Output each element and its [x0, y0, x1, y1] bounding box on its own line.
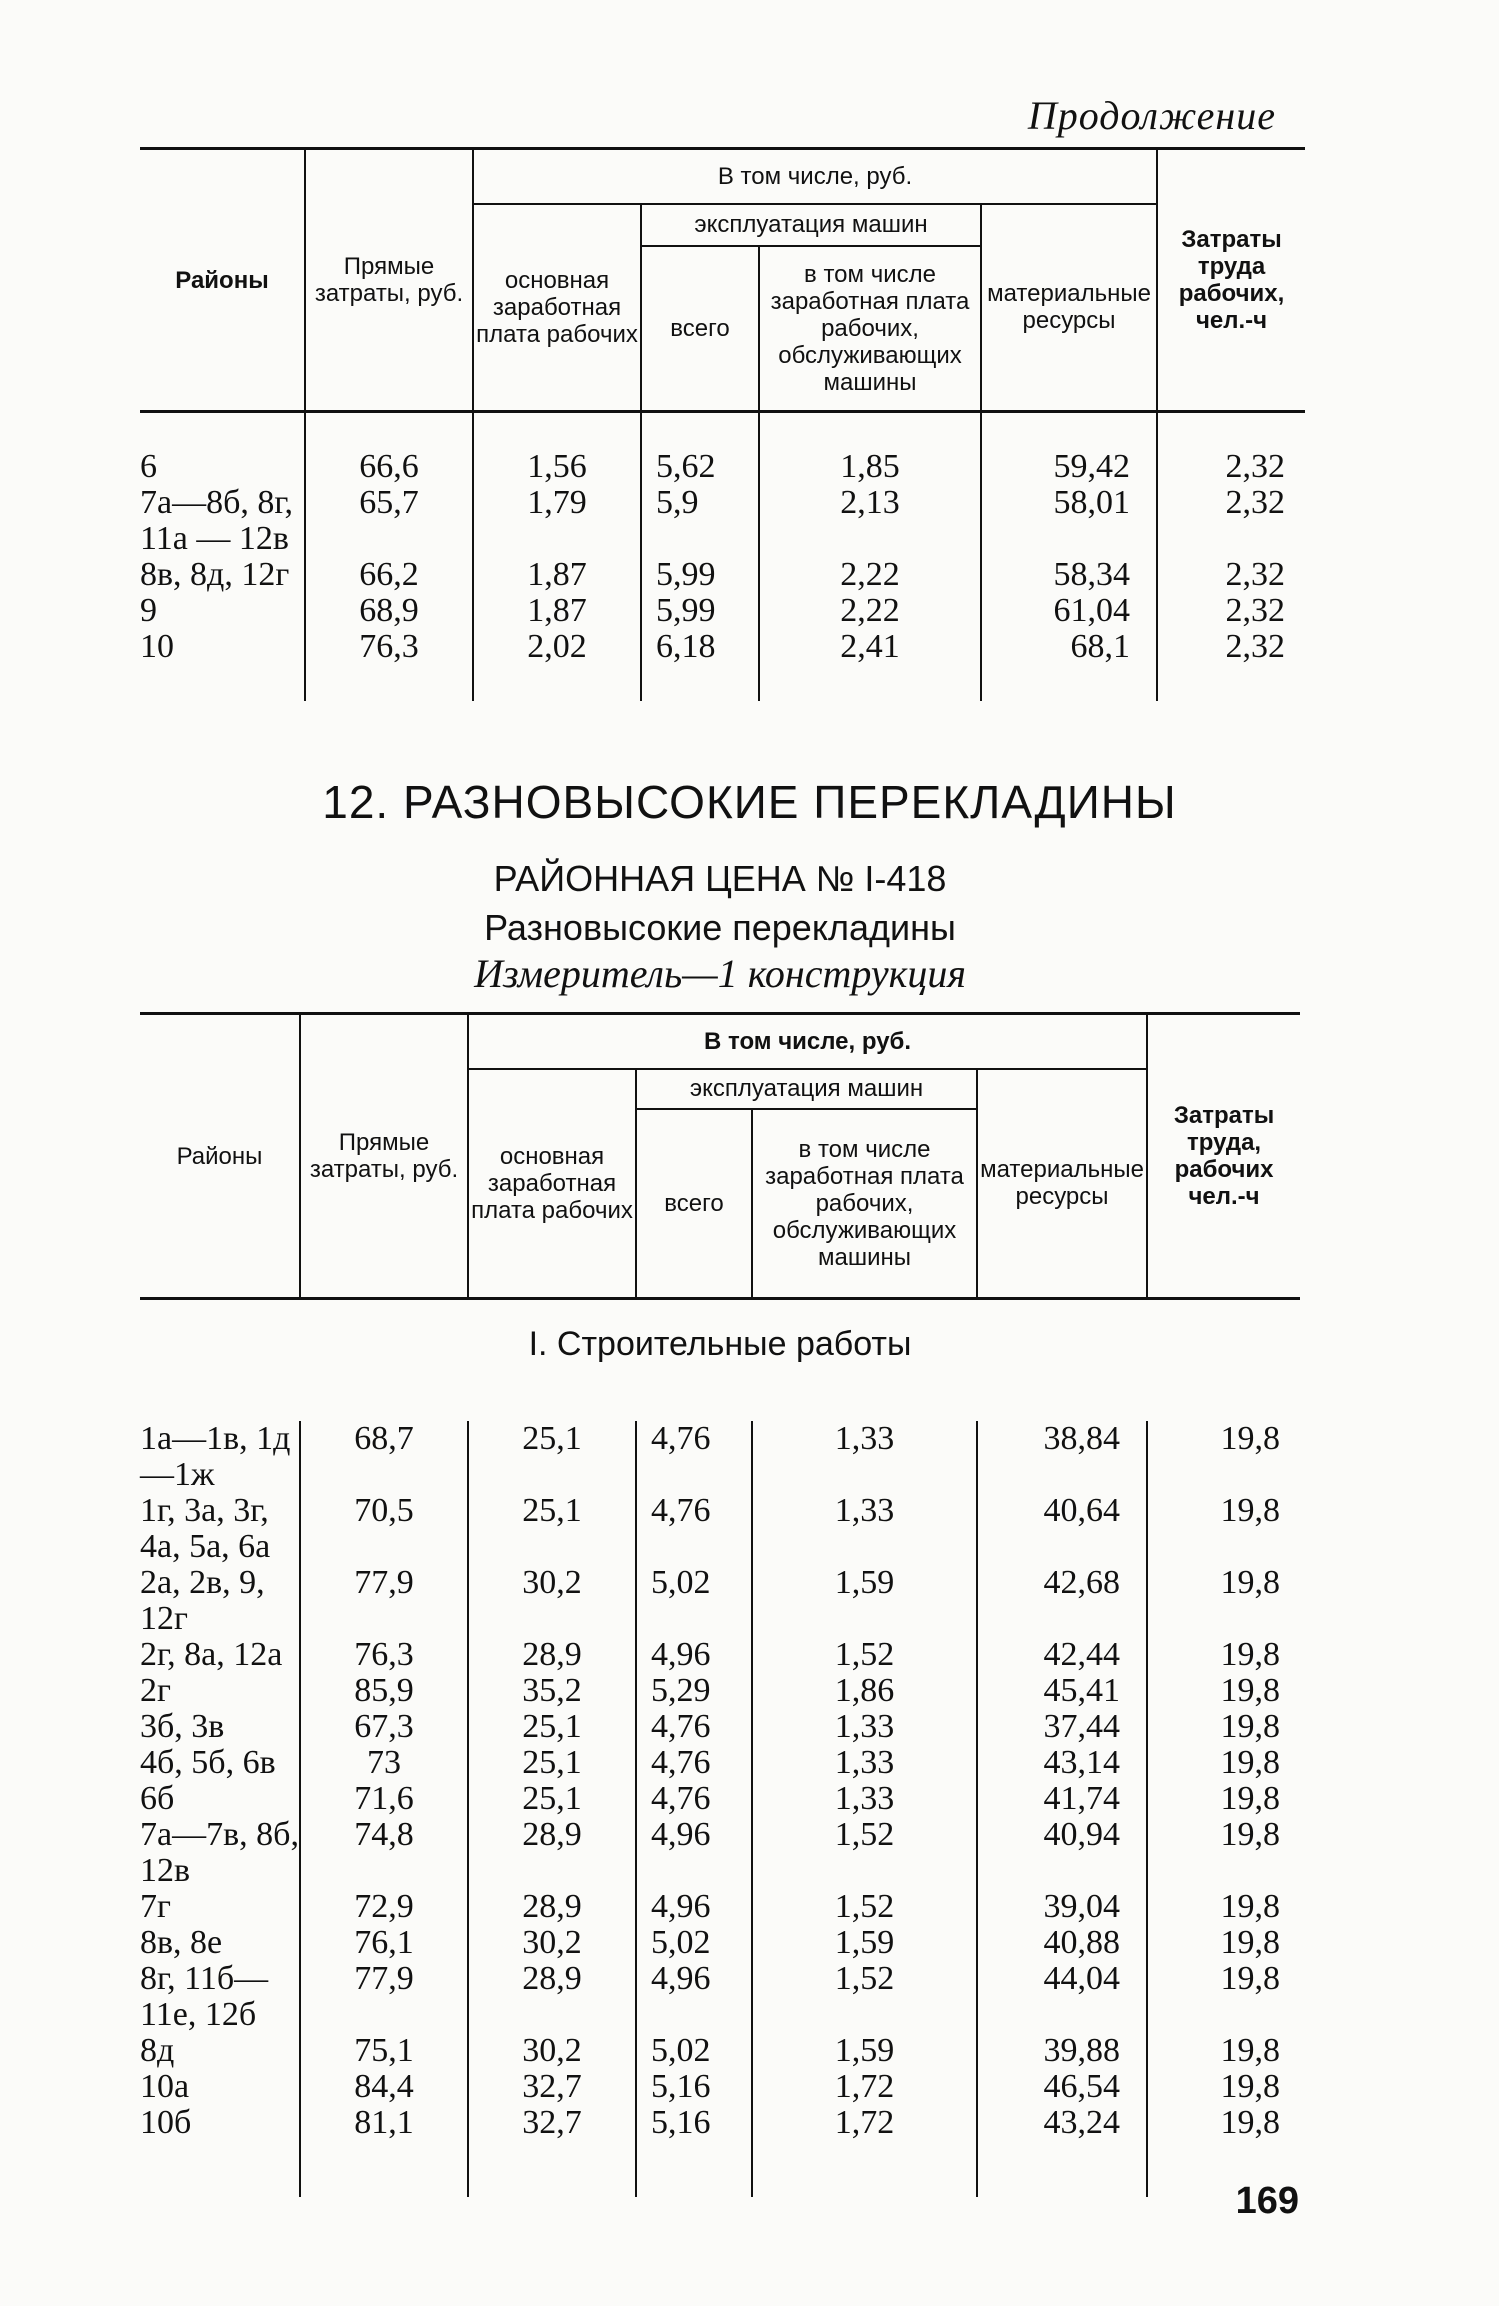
base-wage-cell: 1,56 — [473, 412, 641, 486]
header-base-wage: основная заработная плата рабочих — [473, 204, 641, 412]
machine-total-cell: 4,76 — [636, 1421, 752, 1493]
header-machine-operation: эксплуатация машин — [641, 204, 981, 246]
price-title: РАЙОННАЯ ЦЕНА № I-418 — [493, 858, 947, 899]
direct-costs-cell: 77,9 — [300, 1961, 468, 2033]
table-row — [140, 1637, 1300, 1673]
labor-cell: 19,8 — [1147, 1745, 1300, 1781]
base-wage-cell: 25,1 — [468, 1709, 636, 1745]
header-materials: материальные ресурсы — [981, 204, 1157, 412]
labor-cell: 2,32 — [1157, 412, 1305, 486]
base-wage-cell: 1,79 — [473, 485, 641, 557]
materials-cell: 42,44 — [977, 1637, 1147, 1673]
direct-costs-cell: 67,3 — [300, 1709, 468, 1745]
base-wage-cell: 30,2 — [468, 1565, 636, 1637]
labor-cell: 2,32 — [1157, 593, 1305, 629]
direct-costs-cell: 70,5 — [300, 1493, 468, 1565]
table-row — [140, 2105, 1300, 2197]
subsection-title: I. Строительные работы — [528, 1325, 912, 1363]
direct-costs-cell: 68,9 — [305, 593, 473, 629]
header-total: всего — [641, 246, 759, 412]
machine-total-cell: 6,18 — [641, 629, 759, 701]
cost-table-continued — [140, 147, 1305, 701]
table-row — [140, 1421, 1300, 1493]
district-cell: 9 — [140, 592, 157, 629]
machine-wage-cell: 1,33 — [752, 1745, 977, 1781]
district-cell: 3б, 3в — [140, 1707, 225, 1745]
materials-cell: 58,34 — [981, 557, 1157, 593]
direct-costs-cell: 68,7 — [300, 1421, 468, 1493]
machine-wage-cell: 2,22 — [759, 557, 981, 593]
machine-wage-cell: 1,33 — [752, 1709, 977, 1745]
machine-total-cell: 5,99 — [641, 593, 759, 629]
base-wage-cell: 2,02 — [473, 629, 641, 701]
header-districts: Районы — [140, 1014, 300, 1299]
labor-cell: 19,8 — [1147, 1673, 1300, 1709]
machine-wage-cell: 1,86 — [752, 1673, 977, 1709]
materials-cell: 59,42 — [981, 412, 1157, 486]
table-row — [140, 2069, 1300, 2105]
continuation-label: Продолжение — [1027, 93, 1276, 138]
machine-total-cell: 4,76 — [636, 1745, 752, 1781]
labor-cell: 19,8 — [1147, 1781, 1300, 1817]
machine-total-cell: 4,76 — [636, 1781, 752, 1817]
machine-total-cell: 4,96 — [636, 1961, 752, 2033]
district-cell: 10б — [140, 2103, 192, 2141]
machine-total-cell: 4,76 — [636, 1709, 752, 1745]
table-row — [140, 2033, 1300, 2069]
materials-cell: 37,44 — [977, 1709, 1147, 1745]
labor-cell: 19,8 — [1147, 2033, 1300, 2069]
base-wage-cell: 28,9 — [468, 1817, 636, 1889]
machine-wage-cell: 2,13 — [759, 485, 981, 557]
header-districts: Районы — [140, 149, 305, 412]
base-wage-cell: 30,2 — [468, 1925, 636, 1961]
table-row — [140, 1781, 1300, 1817]
base-wage-cell: 28,9 — [468, 1637, 636, 1673]
machine-total-cell: 4,76 — [636, 1493, 752, 1565]
machine-wage-cell: 1,59 — [752, 1925, 977, 1961]
direct-costs-cell: 76,3 — [300, 1637, 468, 1673]
district-cell: 1а—1в, 1д—1ж — [140, 1419, 291, 1493]
direct-costs-cell: 75,1 — [300, 2033, 468, 2069]
base-wage-cell: 32,7 — [468, 2069, 636, 2105]
base-wage-cell: 30,2 — [468, 2033, 636, 2069]
machine-wage-cell: 2,41 — [759, 629, 981, 701]
section-title: 12. РАЗНОВЫСОКИЕ ПЕРЕКЛАДИНЫ — [322, 776, 1177, 828]
labor-cell: 2,32 — [1157, 485, 1305, 557]
machine-wage-cell: 1,52 — [752, 1961, 977, 2033]
materials-cell: 40,88 — [977, 1925, 1147, 1961]
header-labor: Затраты труда рабочих, чел.-ч — [1157, 149, 1305, 412]
base-wage-cell: 25,1 — [468, 1493, 636, 1565]
machine-wage-cell: 1,85 — [759, 412, 981, 486]
direct-costs-cell: 76,1 — [300, 1925, 468, 1961]
direct-costs-cell: 73 — [300, 1745, 468, 1781]
header-including: В том числе, руб. — [468, 1014, 1147, 1069]
machine-total-cell: 5,02 — [636, 1925, 752, 1961]
district-cell: 4б, 5б, 6в — [140, 1743, 276, 1781]
district-cell: 2г — [140, 1671, 171, 1709]
machine-wage-cell: 1,59 — [752, 2033, 977, 2069]
direct-costs-cell: 85,9 — [300, 1673, 468, 1709]
machine-total-cell: 5,02 — [636, 1565, 752, 1637]
materials-cell: 68,1 — [981, 629, 1157, 701]
materials-cell: 58,01 — [981, 485, 1157, 557]
materials-cell: 45,41 — [977, 1673, 1147, 1709]
direct-costs-cell: 84,4 — [300, 2069, 468, 2105]
header-labor: Затраты труда, рабочих чел.-ч — [1147, 1014, 1300, 1299]
machine-wage-cell: 1,33 — [752, 1421, 977, 1493]
header-total: всего — [636, 1109, 752, 1299]
machine-wage-cell: 1,52 — [752, 1889, 977, 1925]
materials-cell: 43,24 — [977, 2105, 1147, 2197]
table-row — [140, 412, 1305, 486]
header-machine-wage: в том числе заработная плата рабочих, обслуживающих машины — [759, 246, 981, 412]
district-cell: 8в, 8д, 12г — [140, 556, 290, 593]
district-cell: 8д — [140, 2031, 175, 2069]
base-wage-cell: 28,9 — [468, 1889, 636, 1925]
machine-total-cell: 4,96 — [636, 1637, 752, 1673]
machine-total-cell: 5,02 — [636, 2033, 752, 2069]
district-cell: 8в, 8е — [140, 1923, 223, 1961]
materials-cell: 43,14 — [977, 1745, 1147, 1781]
header-machine-operation: эксплуатация машин — [636, 1069, 977, 1109]
machine-total-cell: 5,16 — [636, 2105, 752, 2197]
machine-wage-cell: 1,52 — [752, 1817, 977, 1889]
direct-costs-cell: 76,3 — [305, 629, 473, 701]
materials-cell: 40,94 — [977, 1817, 1147, 1889]
district-cell: 2г, 8а, 12а — [140, 1635, 283, 1673]
table-row — [140, 485, 1305, 557]
materials-cell: 61,04 — [981, 593, 1157, 629]
base-wage-cell: 1,87 — [473, 593, 641, 629]
table-row — [140, 1493, 1300, 1565]
direct-costs-cell: 65,7 — [305, 485, 473, 557]
table-row — [140, 1925, 1300, 1961]
base-wage-cell: 25,1 — [468, 1781, 636, 1817]
header-direct-costs: Прямые затраты, руб. — [305, 149, 473, 412]
table-row — [140, 1709, 1300, 1745]
labor-cell: 19,8 — [1147, 2105, 1300, 2197]
machine-wage-cell: 1,33 — [752, 1781, 977, 1817]
direct-costs-cell: 81,1 — [300, 2105, 468, 2197]
header-base-wage: основная заработная плата рабочих — [468, 1069, 636, 1299]
materials-cell: 39,88 — [977, 2033, 1147, 2069]
machine-wage-cell: 1,72 — [752, 2105, 977, 2197]
direct-costs-cell: 66,6 — [305, 412, 473, 486]
machine-total-cell: 5,62 — [641, 412, 759, 486]
labor-cell: 19,8 — [1147, 1817, 1300, 1889]
materials-cell: 42,68 — [977, 1565, 1147, 1637]
table-row — [140, 1745, 1300, 1781]
materials-cell: 38,84 — [977, 1421, 1147, 1493]
base-wage-cell: 25,1 — [468, 1421, 636, 1493]
materials-cell: 39,04 — [977, 1889, 1147, 1925]
district-cell: 10а — [140, 2067, 190, 2105]
materials-cell: 41,74 — [977, 1781, 1147, 1817]
district-cell: 2а, 2в, 9, 12г — [140, 1563, 265, 1637]
table-row — [140, 593, 1305, 629]
header-including: В том числе, руб. — [473, 149, 1157, 204]
materials-cell: 46,54 — [977, 2069, 1147, 2105]
machine-wage-cell: 1,33 — [752, 1493, 977, 1565]
base-wage-cell: 32,7 — [468, 2105, 636, 2197]
labor-cell: 2,32 — [1157, 629, 1305, 701]
base-wage-cell: 28,9 — [468, 1961, 636, 2033]
district-cell: 7г — [140, 1887, 171, 1925]
machine-wage-cell: 2,22 — [759, 593, 981, 629]
header-machine-wage: в том числе заработная плата рабочих, обслуживающих машины — [752, 1109, 977, 1299]
district-cell: 6б — [140, 1779, 175, 1817]
materials-cell: 40,64 — [977, 1493, 1147, 1565]
machine-total-cell: 4,96 — [636, 1817, 752, 1889]
district-cell: 7а—7в, 8б, 12в — [140, 1815, 299, 1889]
materials-cell: 44,04 — [977, 1961, 1147, 2033]
direct-costs-cell: 74,8 — [300, 1817, 468, 1889]
table-row — [140, 1817, 1300, 1889]
labor-cell: 19,8 — [1147, 1961, 1300, 2033]
table-row — [140, 629, 1305, 701]
machine-wage-cell: 1,52 — [752, 1637, 977, 1673]
table-row — [140, 1889, 1300, 1925]
district-cell: 8г, 11б— 11е, 12б — [140, 1959, 269, 2033]
machine-total-cell: 5,29 — [636, 1673, 752, 1709]
labor-cell: 19,8 — [1147, 2069, 1300, 2105]
price-subtitle: Разновысокие перекладины — [484, 907, 956, 948]
machine-wage-cell: 1,59 — [752, 1565, 977, 1637]
table-row — [140, 1673, 1300, 1709]
district-cell: 1г, 3а, 3г, 4а, 5а, 6а — [140, 1491, 271, 1565]
labor-cell: 19,8 — [1147, 1637, 1300, 1673]
labor-cell: 19,8 — [1147, 1421, 1300, 1493]
machine-wage-cell: 1,72 — [752, 2069, 977, 2105]
measurement-unit: Измеритель—1 конструкция — [474, 951, 966, 996]
machine-total-cell: 5,16 — [636, 2069, 752, 2105]
base-wage-cell: 25,1 — [468, 1745, 636, 1781]
district-cell: 6 — [140, 448, 157, 485]
district-cell: 10 — [140, 628, 174, 665]
direct-costs-cell: 77,9 — [300, 1565, 468, 1637]
machine-total-cell: 5,9 — [641, 485, 759, 557]
district-cell: 7а—8б, 8г, 11а — 12в — [140, 484, 293, 557]
machine-total-cell: 5,99 — [641, 557, 759, 593]
direct-costs-cell: 71,6 — [300, 1781, 468, 1817]
table-row — [140, 1961, 1300, 2033]
labor-cell: 19,8 — [1147, 1493, 1300, 1565]
direct-costs-cell: 72,9 — [300, 1889, 468, 1925]
table-row — [140, 557, 1305, 593]
base-wage-cell: 1,87 — [473, 557, 641, 593]
labor-cell: 19,8 — [1147, 1565, 1300, 1637]
base-wage-cell: 35,2 — [468, 1673, 636, 1709]
header-direct-costs: Прямые затраты, руб. — [300, 1014, 468, 1299]
header-materials: материальные ресурсы — [977, 1069, 1147, 1299]
machine-total-cell: 4,96 — [636, 1889, 752, 1925]
table-row — [140, 1565, 1300, 1637]
direct-costs-cell: 66,2 — [305, 557, 473, 593]
labor-cell: 2,32 — [1157, 557, 1305, 593]
labor-cell: 19,8 — [1147, 1925, 1300, 1961]
labor-cell: 19,8 — [1147, 1889, 1300, 1925]
cost-table-crossbars — [140, 1012, 1300, 2197]
labor-cell: 19,8 — [1147, 1709, 1300, 1745]
page-number: 169 — [1235, 2180, 1299, 2222]
